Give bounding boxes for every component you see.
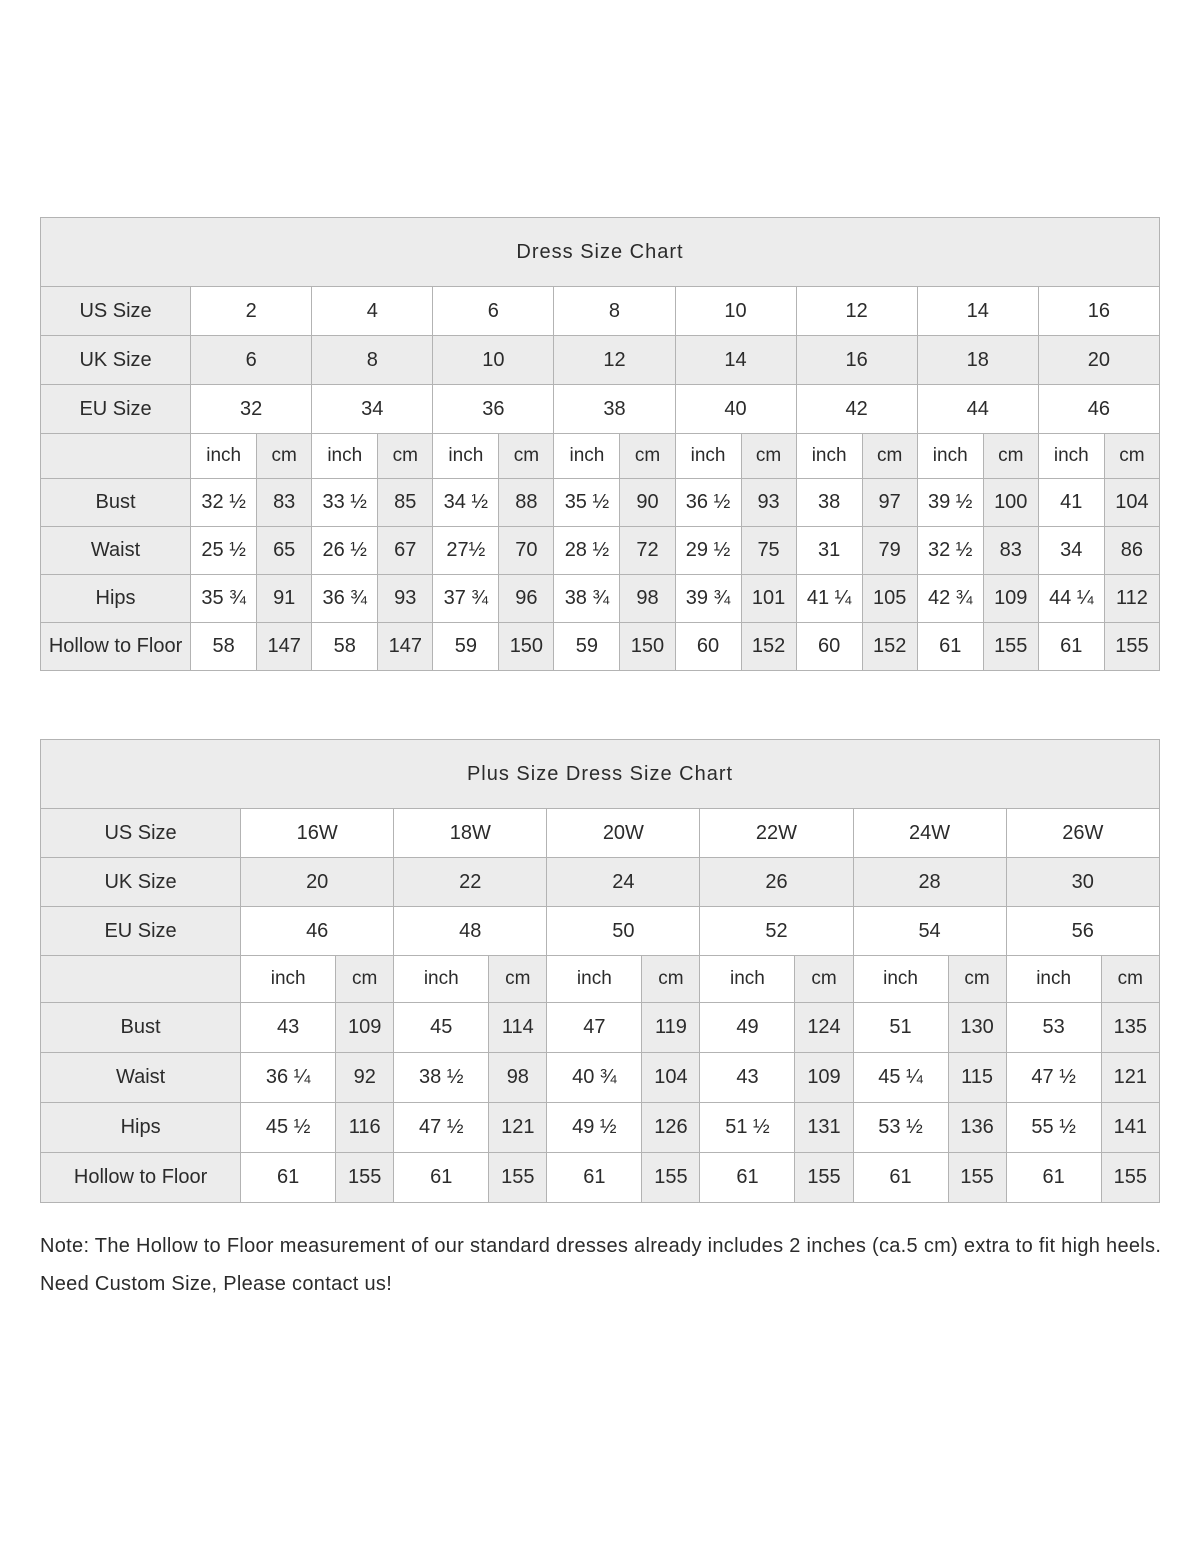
measure-value-inch: 61 — [1006, 1153, 1101, 1203]
measure-value-inch: 35 ½ — [554, 479, 620, 527]
size-value: 16 — [796, 336, 917, 385]
measure-value-cm: 147 — [257, 623, 312, 671]
measure-value-inch: 49 ½ — [547, 1103, 642, 1153]
size-value: 38 — [554, 385, 675, 434]
measure-value-cm: 152 — [862, 623, 917, 671]
size-value: 20 — [1038, 336, 1159, 385]
measure-value-cm: 85 — [378, 479, 433, 527]
measure-value-inch: 28 ½ — [554, 527, 620, 575]
size-value: 46 — [241, 907, 394, 956]
table-title: Plus Size Dress Size Chart — [41, 740, 1160, 809]
unit-label: cm — [948, 956, 1006, 1003]
measure-value-inch: 40 ¾ — [547, 1053, 642, 1103]
measure-value-cm: 83 — [983, 527, 1038, 575]
unit-label: cm — [336, 956, 394, 1003]
measure-value-inch: 37 ¾ — [433, 575, 499, 623]
size-value: 6 — [191, 336, 312, 385]
measure-value-cm: 124 — [795, 1003, 853, 1053]
measure-value-cm: 75 — [741, 527, 796, 575]
unit-label: cm — [257, 434, 312, 479]
size-value: 48 — [394, 907, 547, 956]
measure-value-inch: 60 — [796, 623, 862, 671]
measure-value-cm: 72 — [620, 527, 675, 575]
unit-label: inch — [1038, 434, 1104, 479]
measure-value-inch: 51 ½ — [700, 1103, 795, 1153]
unit-label: cm — [795, 956, 853, 1003]
unit-label: cm — [620, 434, 675, 479]
size-value: 16 — [1038, 287, 1159, 336]
measure-value-cm: 70 — [499, 527, 554, 575]
measure-value-inch: 61 — [1038, 623, 1104, 671]
unit-label: inch — [1006, 956, 1101, 1003]
size-value: 12 — [796, 287, 917, 336]
size-value: 30 — [1006, 858, 1159, 907]
measure-value-cm: 109 — [336, 1003, 394, 1053]
measure-value-cm: 105 — [862, 575, 917, 623]
size-value: 50 — [547, 907, 700, 956]
measure-value-inch: 61 — [394, 1153, 489, 1203]
unit-label: cm — [499, 434, 554, 479]
measure-value-inch: 58 — [191, 623, 257, 671]
row-label: Hips — [41, 575, 191, 623]
measure-value-inch: 31 — [796, 527, 862, 575]
measure-value-cm: 121 — [489, 1103, 547, 1153]
size-value: 10 — [675, 287, 796, 336]
measure-value-cm: 83 — [257, 479, 312, 527]
unit-label: inch — [547, 956, 642, 1003]
measure-value-cm: 96 — [499, 575, 554, 623]
measure-value-cm: 104 — [1104, 479, 1159, 527]
measure-value-inch: 61 — [547, 1153, 642, 1203]
note-line-hollow-to-floor: Note: The Hollow to Floor measurement of our standard dresses already includes 2 inches (ca.5 cm) extra to fit high heels. — [40, 1235, 1162, 1257]
unit-label: cm — [489, 956, 547, 1003]
measure-value-inch: 61 — [917, 623, 983, 671]
measure-value-inch: 38 ¾ — [554, 575, 620, 623]
measure-value-inch: 35 ¾ — [191, 575, 257, 623]
measure-value-cm: 136 — [948, 1103, 1006, 1153]
measure-value-cm: 121 — [1101, 1053, 1159, 1103]
unit-row-corner — [41, 956, 241, 1003]
measure-value-cm: 135 — [1101, 1003, 1159, 1053]
size-value: 14 — [917, 287, 1038, 336]
size-value: 8 — [554, 287, 675, 336]
table-title: Dress Size Chart — [41, 218, 1160, 287]
measure-value-inch: 47 — [547, 1003, 642, 1053]
measure-value-cm: 155 — [336, 1153, 394, 1203]
measure-value-cm: 98 — [489, 1053, 547, 1103]
measure-value-inch: 45 — [394, 1003, 489, 1053]
measure-value-inch: 58 — [312, 623, 378, 671]
unit-label: cm — [741, 434, 796, 479]
row-label: UK Size — [41, 858, 241, 907]
measure-value-cm: 130 — [948, 1003, 1006, 1053]
plus-size-table — [40, 739, 1160, 1203]
measure-value-inch: 42 ¾ — [917, 575, 983, 623]
size-value: 2 — [191, 287, 312, 336]
measure-value-inch: 27½ — [433, 527, 499, 575]
measure-value-cm: 97 — [862, 479, 917, 527]
measure-value-inch: 51 — [853, 1003, 948, 1053]
size-value: 28 — [853, 858, 1006, 907]
unit-label: inch — [796, 434, 862, 479]
measure-value-cm: 91 — [257, 575, 312, 623]
unit-label: inch — [312, 434, 378, 479]
unit-label: inch — [675, 434, 741, 479]
measure-value-cm: 67 — [378, 527, 433, 575]
unit-label: inch — [241, 956, 336, 1003]
measure-value-inch: 39 ½ — [917, 479, 983, 527]
measure-value-cm: 112 — [1104, 575, 1159, 623]
unit-label: inch — [394, 956, 489, 1003]
measure-value-inch: 53 — [1006, 1003, 1101, 1053]
size-value: 12 — [554, 336, 675, 385]
measure-value-cm: 155 — [1104, 623, 1159, 671]
measure-value-inch: 41 ¼ — [796, 575, 862, 623]
measure-value-cm: 86 — [1104, 527, 1159, 575]
measure-value-inch: 36 ¾ — [312, 575, 378, 623]
row-label: EU Size — [41, 385, 191, 434]
unit-row-corner — [41, 434, 191, 479]
measure-value-inch: 36 ½ — [675, 479, 741, 527]
size-value: 4 — [312, 287, 433, 336]
row-label: Hollow to Floor — [41, 623, 191, 671]
size-value: 18 — [917, 336, 1038, 385]
measure-value-cm: 155 — [642, 1153, 700, 1203]
measure-value-inch: 47 ½ — [394, 1103, 489, 1153]
unit-label: inch — [853, 956, 948, 1003]
measure-value-cm: 101 — [741, 575, 796, 623]
unit-label: inch — [191, 434, 257, 479]
measure-value-inch: 59 — [554, 623, 620, 671]
measure-value-inch: 38 ½ — [394, 1053, 489, 1103]
size-value: 18W — [394, 809, 547, 858]
size-value: 54 — [853, 907, 1006, 956]
unit-label: cm — [1101, 956, 1159, 1003]
unit-label: inch — [917, 434, 983, 479]
row-label: Bust — [41, 1003, 241, 1053]
unit-label: inch — [433, 434, 499, 479]
unit-label: inch — [700, 956, 795, 1003]
measure-value-cm: 93 — [378, 575, 433, 623]
row-label: Waist — [41, 527, 191, 575]
measure-value-cm: 155 — [489, 1153, 547, 1203]
measure-value-inch: 34 ½ — [433, 479, 499, 527]
size-value: 22W — [700, 809, 853, 858]
measure-value-inch: 45 ¼ — [853, 1053, 948, 1103]
measure-value-inch: 33 ½ — [312, 479, 378, 527]
measure-value-cm: 115 — [948, 1053, 1006, 1103]
measure-value-inch: 61 — [853, 1153, 948, 1203]
note-line-custom-size: Need Custom Size, Please contact us! — [40, 1273, 393, 1295]
row-label: Waist — [41, 1053, 241, 1103]
measure-value-inch: 43 — [700, 1053, 795, 1103]
row-label: US Size — [41, 809, 241, 858]
measure-value-cm: 109 — [795, 1053, 853, 1103]
unit-label: cm — [378, 434, 433, 479]
measure-value-inch: 45 ½ — [241, 1103, 336, 1153]
measure-value-cm: 155 — [795, 1153, 853, 1203]
measure-value-inch: 61 — [241, 1153, 336, 1203]
measure-value-inch: 49 — [700, 1003, 795, 1053]
size-value: 8 — [312, 336, 433, 385]
measure-value-inch: 25 ½ — [191, 527, 257, 575]
measure-value-inch: 47 ½ — [1006, 1053, 1101, 1103]
measure-value-cm: 88 — [499, 479, 554, 527]
measure-value-inch: 32 ½ — [191, 479, 257, 527]
measure-value-inch: 34 — [1038, 527, 1104, 575]
measure-value-cm: 152 — [741, 623, 796, 671]
size-value: 22 — [394, 858, 547, 907]
row-label: US Size — [41, 287, 191, 336]
measure-value-inch: 61 — [700, 1153, 795, 1203]
size-value: 20W — [547, 809, 700, 858]
measure-value-cm: 65 — [257, 527, 312, 575]
unit-label: inch — [554, 434, 620, 479]
size-value: 44 — [917, 385, 1038, 434]
measure-value-inch: 41 — [1038, 479, 1104, 527]
measure-value-inch: 38 — [796, 479, 862, 527]
measure-value-cm: 155 — [983, 623, 1038, 671]
unit-label: cm — [862, 434, 917, 479]
measure-value-cm: 98 — [620, 575, 675, 623]
row-label: Hollow to Floor — [41, 1153, 241, 1203]
measure-value-inch: 39 ¾ — [675, 575, 741, 623]
measure-value-inch: 59 — [433, 623, 499, 671]
size-value: 32 — [191, 385, 312, 434]
measure-value-inch: 43 — [241, 1003, 336, 1053]
size-value: 14 — [675, 336, 796, 385]
measure-value-cm: 93 — [741, 479, 796, 527]
measure-value-cm: 79 — [862, 527, 917, 575]
unit-label: cm — [983, 434, 1038, 479]
measure-value-cm: 119 — [642, 1003, 700, 1053]
measure-value-cm: 90 — [620, 479, 675, 527]
size-value: 6 — [433, 287, 554, 336]
size-value: 42 — [796, 385, 917, 434]
size-value: 20 — [241, 858, 394, 907]
measure-value-cm: 109 — [983, 575, 1038, 623]
measure-value-inch: 29 ½ — [675, 527, 741, 575]
row-label: Hips — [41, 1103, 241, 1153]
note-text — [40, 1227, 1162, 1303]
measure-value-cm: 116 — [336, 1103, 394, 1153]
measure-value-cm: 150 — [499, 623, 554, 671]
measure-value-inch: 44 ¼ — [1038, 575, 1104, 623]
measure-value-cm: 131 — [795, 1103, 853, 1153]
size-value: 16W — [241, 809, 394, 858]
measure-value-cm: 126 — [642, 1103, 700, 1153]
measure-value-inch: 26 ½ — [312, 527, 378, 575]
measure-value-inch: 60 — [675, 623, 741, 671]
measure-value-inch: 55 ½ — [1006, 1103, 1101, 1153]
row-label: EU Size — [41, 907, 241, 956]
size-value: 26W — [1006, 809, 1159, 858]
standard-size-table — [40, 217, 1160, 671]
row-label: UK Size — [41, 336, 191, 385]
row-label: Bust — [41, 479, 191, 527]
unit-label: cm — [642, 956, 700, 1003]
measure-value-cm: 100 — [983, 479, 1038, 527]
measure-value-cm: 104 — [642, 1053, 700, 1103]
unit-label: cm — [1104, 434, 1159, 479]
measure-value-inch: 36 ¼ — [241, 1053, 336, 1103]
measure-value-cm: 141 — [1101, 1103, 1159, 1153]
size-value: 46 — [1038, 385, 1159, 434]
size-value: 34 — [312, 385, 433, 434]
size-value: 26 — [700, 858, 853, 907]
size-value: 52 — [700, 907, 853, 956]
size-value: 24W — [853, 809, 1006, 858]
size-value: 24 — [547, 858, 700, 907]
size-value: 10 — [433, 336, 554, 385]
measure-value-cm: 150 — [620, 623, 675, 671]
measure-value-cm: 155 — [1101, 1153, 1159, 1203]
measure-value-inch: 32 ½ — [917, 527, 983, 575]
measure-value-inch: 53 ½ — [853, 1103, 948, 1153]
size-value: 56 — [1006, 907, 1159, 956]
size-value: 36 — [433, 385, 554, 434]
measure-value-cm: 155 — [948, 1153, 1006, 1203]
measure-value-cm: 114 — [489, 1003, 547, 1053]
size-value: 40 — [675, 385, 796, 434]
measure-value-cm: 147 — [378, 623, 433, 671]
measure-value-cm: 92 — [336, 1053, 394, 1103]
